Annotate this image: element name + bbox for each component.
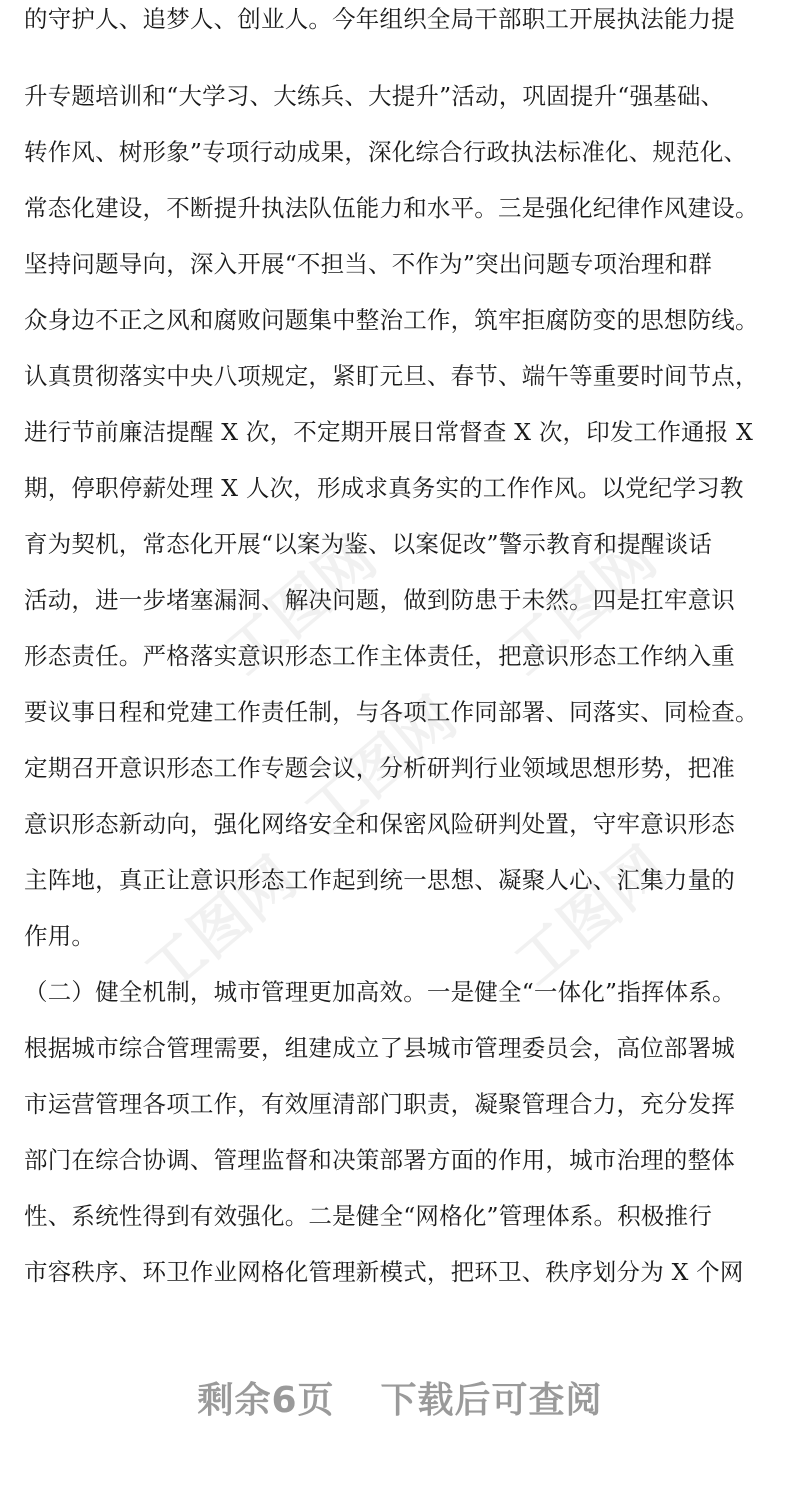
text-line: 市容秩序、环卫作业网格化管理新模式，把环卫、秩序划分为 X 个网 xyxy=(24,1258,744,1286)
text-line: 作用。 xyxy=(24,922,96,950)
text-line: 坚持问题导向，深入开展“不担当、不作为”突出问题专项治理和群 xyxy=(24,250,713,278)
watermark: 工图网 xyxy=(501,833,679,998)
remaining-pages-label: 剩余6页 xyxy=(197,1380,335,1421)
text-line: 意识形态新动向，强化网络安全和保密风险研判处置，守牢意识形态 xyxy=(24,810,735,838)
text-line: 定期召开意识形态工作专题会议，分析研判行业领域思想形势，把准 xyxy=(24,754,735,782)
download-to-view-label: 下载后可查阅 xyxy=(380,1380,603,1421)
text-line: 要议事日程和党建工作责任制，与各项工作同部署、同落实、同检查。 xyxy=(24,698,759,726)
text-line: 转作风、树形象”专项行动成果，深化综合行政执法标准化、规范化、 xyxy=(24,138,748,166)
watermark: 工图网 xyxy=(211,523,389,688)
text-line: 形态责任。严格落实意识形态工作主体责任，把意识形态工作纳入重 xyxy=(24,642,735,670)
text-line: 育为契机，常态化开展“以案为鉴、以案促改”警示教育和提醒谈话 xyxy=(24,530,713,558)
text-line: 升专题培训和“大学习、大练兵、大提升”活动，巩固提升“强基础、 xyxy=(24,82,725,110)
text-line: 性、系统性得到有效强化。二是健全“网格化”管理体系。积极推行 xyxy=(24,1202,713,1230)
text-line: 进行节前廉洁提醒 X 次，不定期开展日常督查 X 次，印发工作通报 X xyxy=(24,418,754,446)
section-heading-line: （二）健全机制，城市管理更加高效。一是健全“一体化”指挥体系。 xyxy=(24,978,736,1006)
text-line: 的守护人、追梦人、创业人。今年组织全局干部职工开展执法能力提 xyxy=(24,5,735,33)
text-line: 认真贯彻落实中央八项规定，紧盯元旦、春节、端午等重要时间节点， xyxy=(24,362,759,390)
text-line: 期，停职停薪处理 X 人次，形成求真务实的工作作风。以党纪学习教 xyxy=(24,474,744,502)
text-line: 根据城市综合管理需要，组建成立了县城市管理委员会，高位部署城 xyxy=(24,1034,735,1062)
text-line: 市运营管理各项工作，有效厘清部门职责，凝聚管理合力，充分发挥 xyxy=(24,1090,735,1118)
text-line: 部门在综合协调、管理监督和决策部署方面的作用，城市治理的整体 xyxy=(24,1146,735,1174)
text-line: 主阵地，真正让意识形态工作起到统一思想、凝聚人心、汇集力量的 xyxy=(24,866,735,894)
watermark: 工图网 xyxy=(131,843,309,1008)
watermark: 工图网 xyxy=(291,683,469,848)
text-line: 常态化建设，不断提升执法队伍能力和水平。三是强化纪律作风建设。 xyxy=(24,194,759,222)
text-line: 活动，进一步堵塞漏洞、解决问题，做到防患于未然。四是扛牢意识 xyxy=(24,586,735,614)
download-prompt[interactable] xyxy=(0,1372,800,1423)
text-line: 众身边不正之风和腐败问题集中整治工作，筑牢拒腐防变的思想防线。 xyxy=(24,306,759,334)
watermark: 工图网 xyxy=(491,523,669,688)
